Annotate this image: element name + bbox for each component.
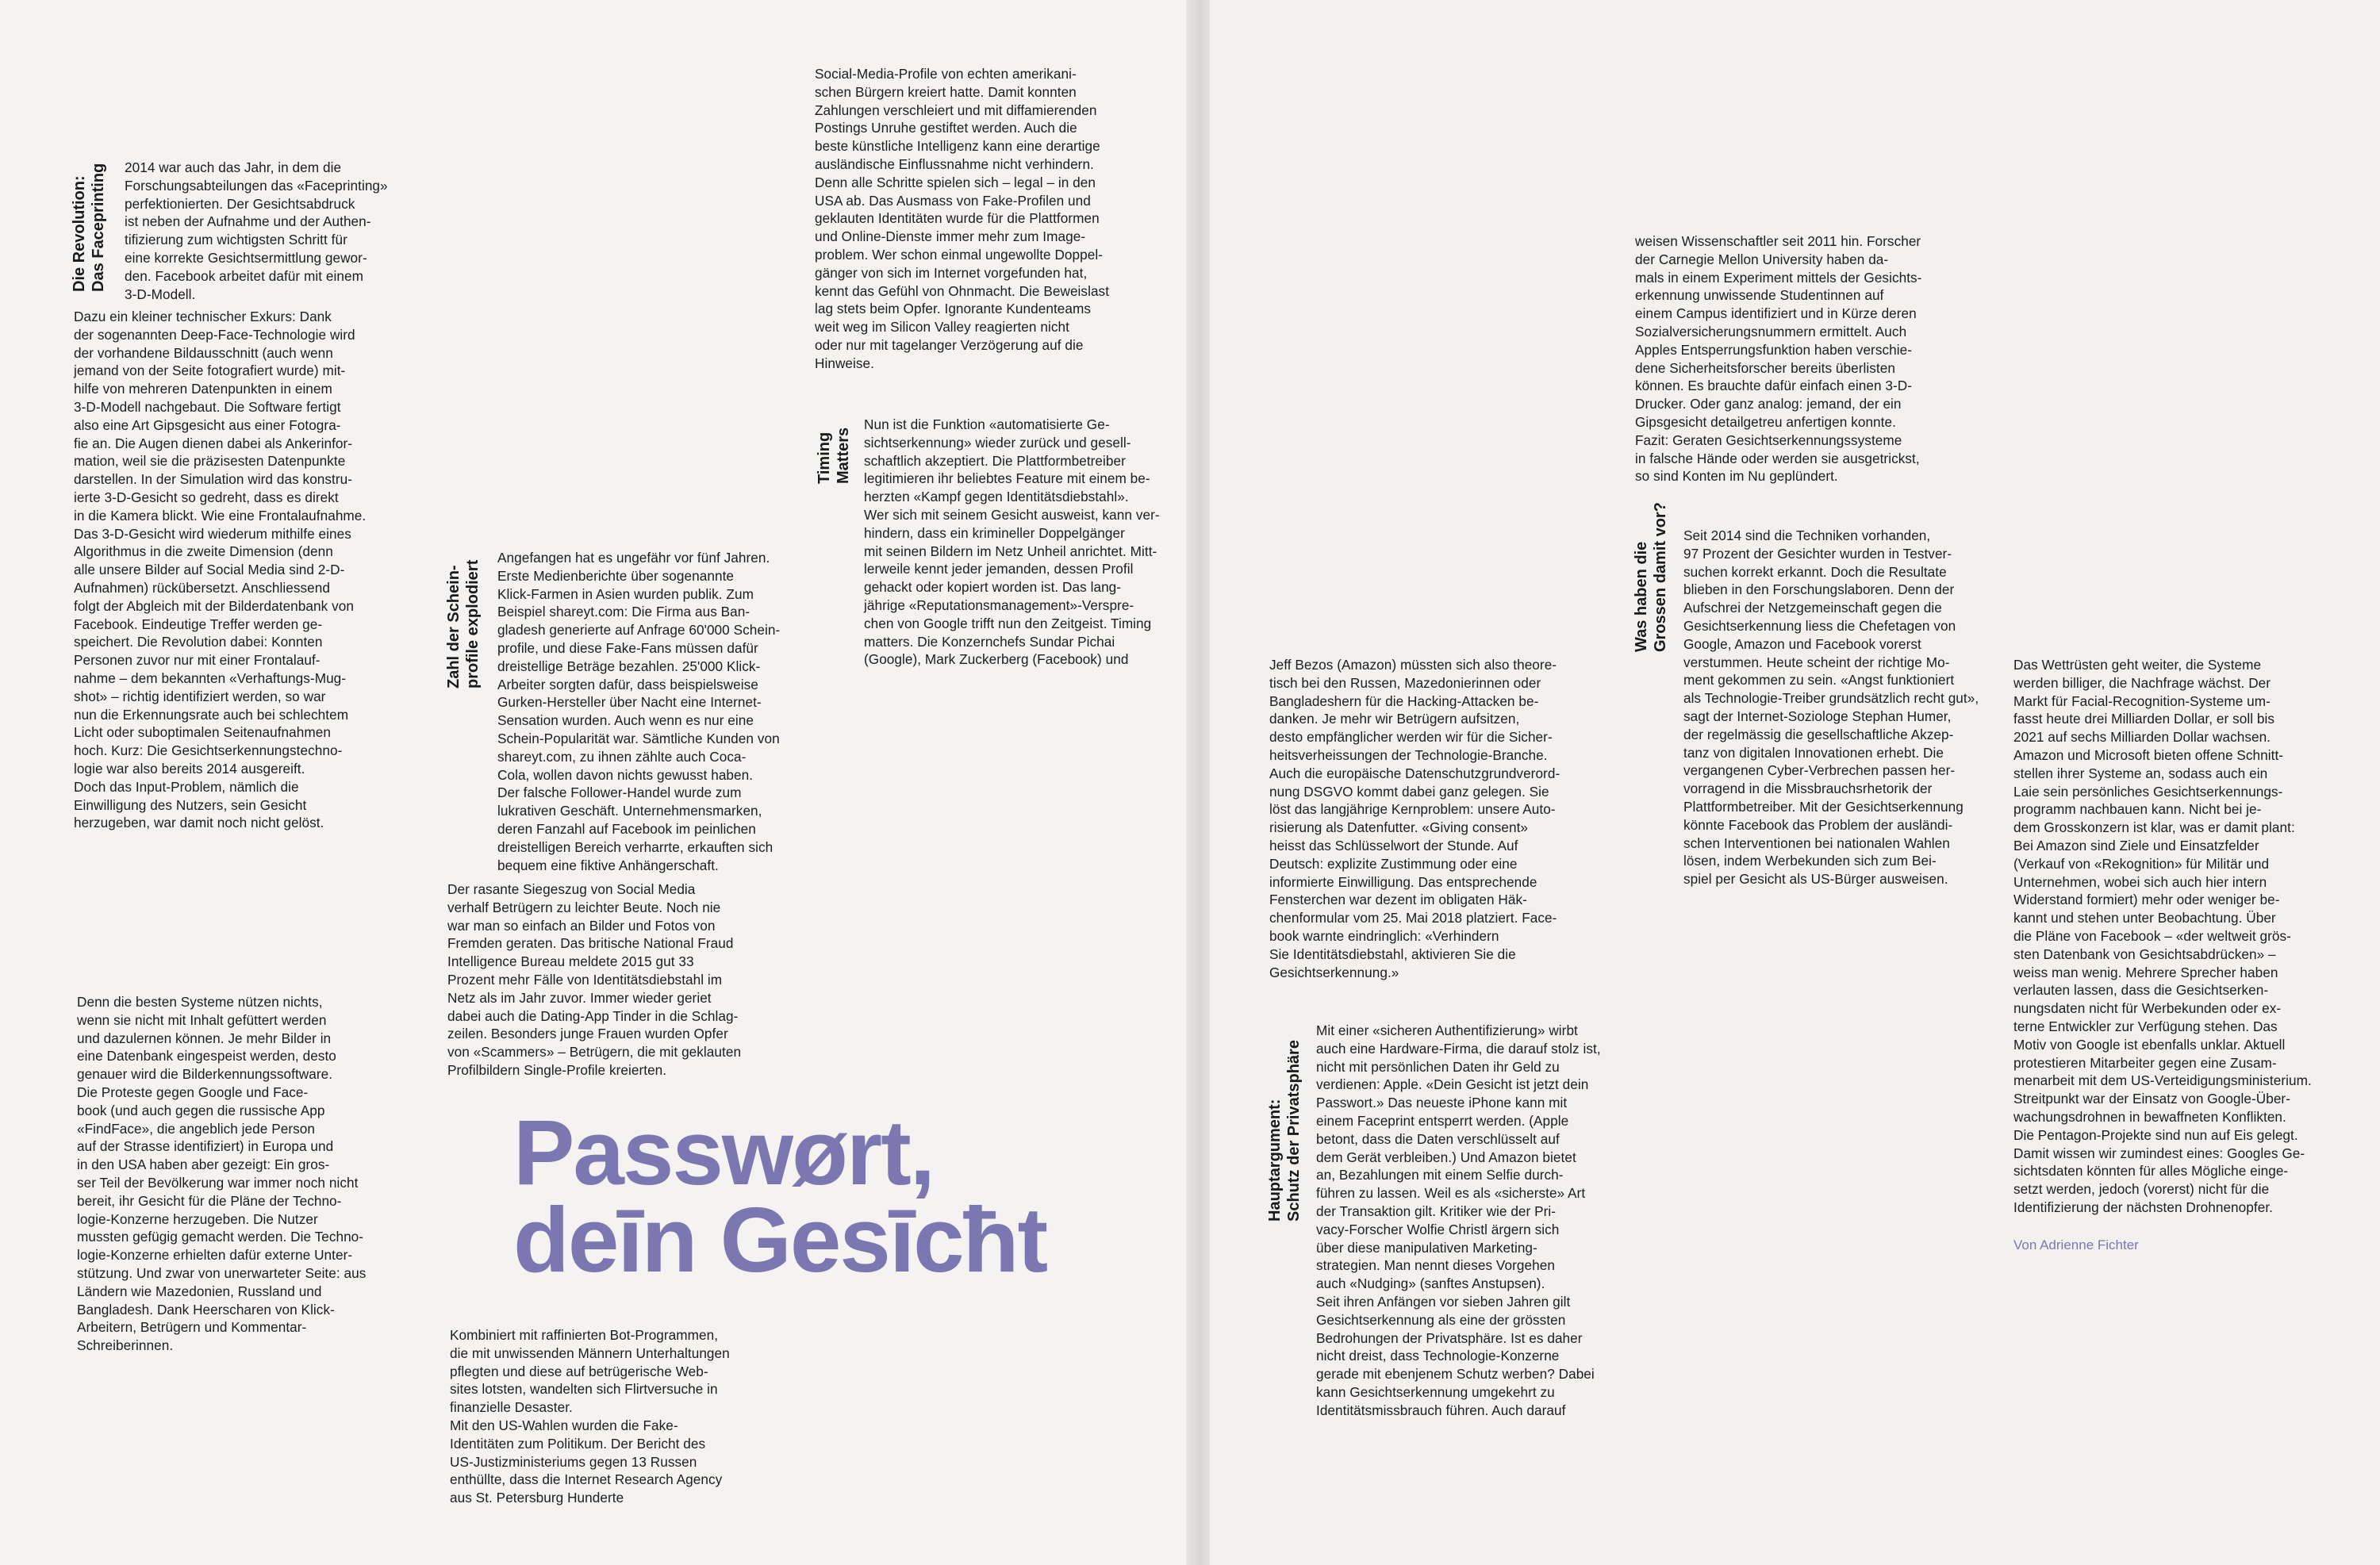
column-c2: Dazu ein kleiner technischer Exkurs: Dank der sogenannten Deep-Face-Technologie wird der vorhandene Bildausschnitt (auch wenn jemand von der Seite fotografiert wurde) mit- hilfe von mehreren Datenpunkten in einem 3-D-Modell nachgebaut. Die Software fertigt also eine Art Gipsgesicht aus einer Fotogra- fie an. Die Augen dienen dabei als Ankerinfor- mation, weil sie die präzisesten Datenpunkte darstellen. In der Simulation wird das konstru- ierte 3-D-Gesicht so gedreht, dass es direkt in die Kamera blickt. Wie eine Frontalaufnahme. Das 3-D-Gesicht wird wiederum mithilfe eines Algorithmus in die zweite Dimension (denn alle unsere Bilder auf Social Media sind 2-D- Aufnahmen) rückübersetzt. Anschliessend folgt der Abgleich mit der Bilderdatenbank von Facebook. Eindeutige Treffer werden ge- speichert. Die Revolution dabei: Konnten Personen zuvor nur mit einer Frontalauf- nahme – dem bekannten «Verhaftungs-Mug- shot» – richtig identifiziert werden, so war nun die Erkennungsrate auch bei schlechtem Licht oder suboptimalen Seitenaufnahmen hoch. Kurz: Die Gesichtserkennungstechno- logie war also bereits 2014 ausgereift. Doch das Input-Problem, nämlich die Einwilligung des Nutzers, sein Gesicht herzugeben, war damit noch nicht gelöst. [74,309,367,831]
column-c6: Kombiniert mit raffinierten Bot-Programmen, die mit unwissenden Männern Unterhaltungen pflegten und diese auf betrügerische Web- sites lotsten, wandelten sich Flirtversuche in finanzielle Desaster. Mit den US-Wahlen wurden die Fake- Identitäten zum Politikum. Der Bericht des US-Justizministeriums gegen 13 Russen enthüllte, dass die Internet Research Agency aus St. Petersburg Hunderte [450,1327,730,1506]
column-c1: 2014 war auch das Jahr, in dem die Forschungsabteilungen das «Faceprinting» perfektionierten. Der Gesichtsabdruck ist neben der Aufnahme und der Authen- tifizierung zum wichtigsten Schritt für eine korrekte Gesichtsermittlung gewor- den. Facebook arbeitet dafür mit einem 3-D-Modell. [125,159,388,302]
heading-zahl: Zahl der Schein- profile explodiert [445,559,482,689]
column-c7: Social-Media-Profile von echten amerikani- schen Bürgern kreiert hatte. Damit konnten Zahlungen verschleiert und mit diffamierenden Postings Unruhe gestiftet werden. Auch die beste künstliche Intelligenz kann eine derartige ausländische Einflussnahme nicht verhindern. Denn alle Schritte spielen sich – legal – in den USA ab. Das Ausmass von Fake-Profilen und geklauten Identitäten wurde für die Plattformen und Online-Dienste immer mehr zum Image- problem. Wer schon einmal ungewollte Doppel- gänger von sich im Internet vorgefunden hat, kennt das Gefühl von Ohnmacht. Die Beweislast lag stets beim Opfer. Ignorante Kundenteams weit weg im Silicon Valley reagierten nicht oder nur mit tagelanger Verzögerung auf die Hinweise. [815,66,1110,371]
article-title: Passwørt, deīn Gesīcħt [513,1101,1047,1291]
column-c10: Mit einer «sicheren Authentifizierung» wirbt auch eine Hardware-Firma, die darauf stolz ist, nicht mit persönlichen Daten ihr Geld zu verdienen: Apple. «Dein Gesicht ist jetzt dein Passwort.» Das neueste iPhone kann mit einem Faceprint entsperrt werden. (Apple betont, dass die Daten verschlüsselt auf dem Gerät verbleiben.) Und Amazon bietet an, Bezahlungen mit einem Selfie durch- führen zu lassen. Weil es als «sicherste» Art der Transaktion gilt. Kritiker wie der Pri- vacy-Forscher Wolfie Christl ärgern sich über diese manipulativen Marketing- strategien. Man nennt dieses Vorgehen auch «Nudging» (sanftes Anstupsen). Seit ihren Anfängen vor sieben Jahren gilt Gesichtserkennung als eine der grössten Bedrohungen der Privatsphäre. Ist es daher nicht dreist, dass Technologie-Konzerne gerade mit ebenjenem Schutz werben? Dabei kann Gesichtserkennung umgekehrt zu Identitätsmissbrauch führen. Auch darauf [1316,1022,1601,1418]
column-c11: weisen Wissenschaftler seit 2011 hin. Forscher der Carnegie Mellon University haben da- mals in einem Experiment mittels der Gesichts- erkennung unwissende Studentinnen auf einem Campus identifiziert und in Kürze deren Sozialversicherungsnummern ermittelt. Auch Apples Entsperrungsfunktion haben verschie- dene Sicherheitsforscher bereits überlisten können. Es brauchte dafür einfach einen 3-D- Drucker. Oder ganz analog: jemand, der ein Gipsgesicht detailgetreu anfertigen konnte. Fazit: Geraten Gesichtserkennungssysteme in falsche Hände oder werden sie ausgetrickst, so sind Konten im Nu geplündert. [1635,233,1922,485]
heading-haupt: Hauptargument: Schutz der Privatsphäre [1266,1040,1303,1222]
heading-revolution: Die Revolution: Das Faceprinting [71,163,107,292]
column-c13: Das Wettrüsten geht weiter, die Systeme werden billiger, die Nachfrage wächst. Der Markt für Facial-Recognition-Systeme um- fasst heute drei Milliarden Dollar, er soll bis 2021 auf sechs Milliarden Dollar wachsen. Amazon und Microsoft bieten offene Schnitt- stellen ihrer Systeme an, sodass auch ein Laie sein persönliches Gesichtserkennungs- programm nachbauen kann. Nicht bei je- dem Grosskonzern ist klar, was er damit plant: Bei Amazon sind Ziele und Einsatzfelder (Verkauf von «Rekognition» für Militär und Unternehmen, wobei sich auch hier intern Widerstand formiert) mehr oder weniger be- kannt und stehen unter Beobachtung. Über die Pläne von Facebook – «der weltweit grös- sten Datenbank von Gesichtsabdrücken» – weiss man wenig. Mehrere Sprecher haben verlauten lassen, dass die Gesichtserken- nungsdaten nicht für Werbekunden oder ex- terne Entwickler zur Verfügung stehen. Das Motiv von Google ist ebenfalls unklar. Aktuell protestieren Mitarbeiter gegen eine Zusam- menarbeit mit dem US-Verteidigungsministerium. Streitpunkt war der Einsatz von Google-Über- wachungsdrohnen in bewaffneten Konflikten. Die Pentagon-Projekte sind nun auf Eis gelegt. Damit wissen wir zumindest eines: Googles Ge- sichtsdaten könnten für alles Mögliche einge- setzt werden, jedoch (vorerst) nicht für die Identifizierung der nächsten Drohnenopfer. [2013,657,2312,1215]
author-byline: Von Adrienne Fichter [2013,1237,2139,1252]
column-c4: Angefangen hat es ungefähr vor fünf Jahren. Erste Medienberichte über sogenannte Klick-Farmen in Asien wurden publik. Zum Beispiel shareyt.com: Die Firma aus Ban- gladesh generierte auf Anfrage 60'000 Schein- profile, und diese Fake-Fans müssen dafür dreistellige Beträge bezahlen. 25'000 Klick- Arbeiter sorgten dafür, dass beispielsweise Gurken-Hersteller über Nacht eine Internet- Sensation wurden. Auch wenn es nur eine Schein-Popularität war. Sämtliche Kunden von shareyt.com, zu ihnen zählte auch Coca- Cola, wollen davon nichts gewusst haben. Der falsche Follower-Handel wurde zum lukrativen Geschäft. Unternehmensmarken, deren Fanzahl auf Facebook im peinlichen dreistelligen Bereich verharrte, erkauften sich bequem eine fiktive Anhängerschaft. [497,550,781,873]
heading-timing: Timing Matters [816,427,852,484]
column-c12: Seit 2014 sind die Techniken vorhanden, 97 Prozent der Gesichter wurden in Testver- suchen korrekt erkannt. Doch die Resultate blieben in den Forschungslaboren. Denn der Aufschrei der Netzgemeinschaft gegen die Gesichtserkennung liess die Chefetagen von Google, Amazon und Facebook vorerst verstummen. Heute scheint der richtige Mo- ment gekommen zu sein. «Angst funktioniert als Technologie-Treiber grundsätzlich recht gut», sagt der Internet-Soziologe Stephan Humer, der regelmässig die gesellschaftliche Akzep- tanz von digitalen Innovationen erhebt. Die vergangenen Cyber-Verbrechen passen her- vorragend in die Missbrauchsrhetorik der Plattformbetreiber. Mit der Gesichtserkennung könnte Facebook das Problem der ausländi- schen Interventionen bei nationalen Wahlen lösen, indem Werbekunden sich zum Bei- spiel per Gesicht als US-Bürger ausweisen. [1683,527,1979,888]
heading-grossen: Was haben die Grossen damit vor? [1633,502,1669,652]
column-c3: Denn die besten Systeme nützen nichts, wenn sie nicht mit Inhalt gefüttert werden und dazulernen können. Je mehr Bilder in eine Datenbank eingespeist werden, desto genauer wird die Bilderkennungssoftware. Die Proteste gegen Google und Face- book (und auch gegen die russische App «FindFace», die angeblich jede Person auf der Strasse identifiziert) in Europa und in den USA haben aber gezeigt: Ein gros- ser Teil der Bevölkerung war immer noch nicht bereit, ihr Gesicht für die Pläne der Techno- logie-Konzerne herzugeben. Die Nutzer mussten gefügig gemacht werden. Die Techno- logie-Konzerne erhielten dafür externe Unter- stützung. Und zwar von unerwarteter Seite: aus Ländern wie Mazedonien, Russland und Bangladesh. Dank Heerscharen von Klick- Arbeitern, Betrügern und Kommentar- Schreiberinnen. [77,994,367,1354]
column-c9: Jeff Bezos (Amazon) müssten sich also theore- tisch bei den Russen, Mazedonierinnen oder Bangladeshern für die Hacking-Attacken be- danken. Je mehr wir Betrügern aufsitzen, desto empfänglicher werden wir für die Sicher- heitsverheissungen der Technologie-Branche. Auch die europäische Datenschutzgrundverord- nung DSGVO kommt dabei ganz gelegen. Sie löst das langjährige Kernproblem: unsere Auto- risierung als Datenfutter. «Giving consent» heisst das Schlüsselwort der Stunde. Auf Deutsch: explizite Zustimmung oder eine informierte Einwilligung. Das entsprechende Fensterchen war dezent im obligaten Häk- chenformular vom 25. Mai 2018 platziert. Face- book warnte eindringlich: «Verhindern Sie Identitätsdiebstahl, aktivieren Sie die Gesichtserkennung.» [1269,657,1560,980]
column-c5: Der rasante Siegeszug von Social Media verhalf Betrügern zu leichter Beute. Noch nie war man so einfach an Bilder und Fotos von Fremden geraten. Das britische National Fraud Intelligence Bureau meldete 2015 gut 33 Prozent mehr Fälle von Identitätsdiebstahl im Netz als im Jahr zuvor. Immer wieder geriet dabei auch die Dating-App Tinder in die Schlag- zeilen. Besonders junge Frauen wurden Opfer von «Scammers» – Betrügern, die mit geklauten Profilbildern Single-Profile kreierten. [447,881,742,1078]
column-c8: Nun ist die Funktion «automatisierte Ge- sichtserkennung» wieder zurück und gesell- schaftlich akzeptiert. Die Plattformbetreiber legitimieren ihr beliebtes Feature mit einem be- herzten «Kampf gegen Identitätsdiebstahl». Wer sich mit seinem Gesicht ausweist, kann ver- hindern, dass ein krimineller Doppelgänger mit seinen Bildern im Netz Unheil anrichtet. Mitt- lerweile kennt jeder jemanden, dessen Profil gehackt oder kopiert worden ist. Das lang- jährige «Reputationsmanagement»-Verspre- chen von Google trifft nun den Zeitgeist. Timing matters. Die Konzernchefs Sundar Pichai (Google), Mark Zuckerberg (Facebook) und [864,416,1160,668]
